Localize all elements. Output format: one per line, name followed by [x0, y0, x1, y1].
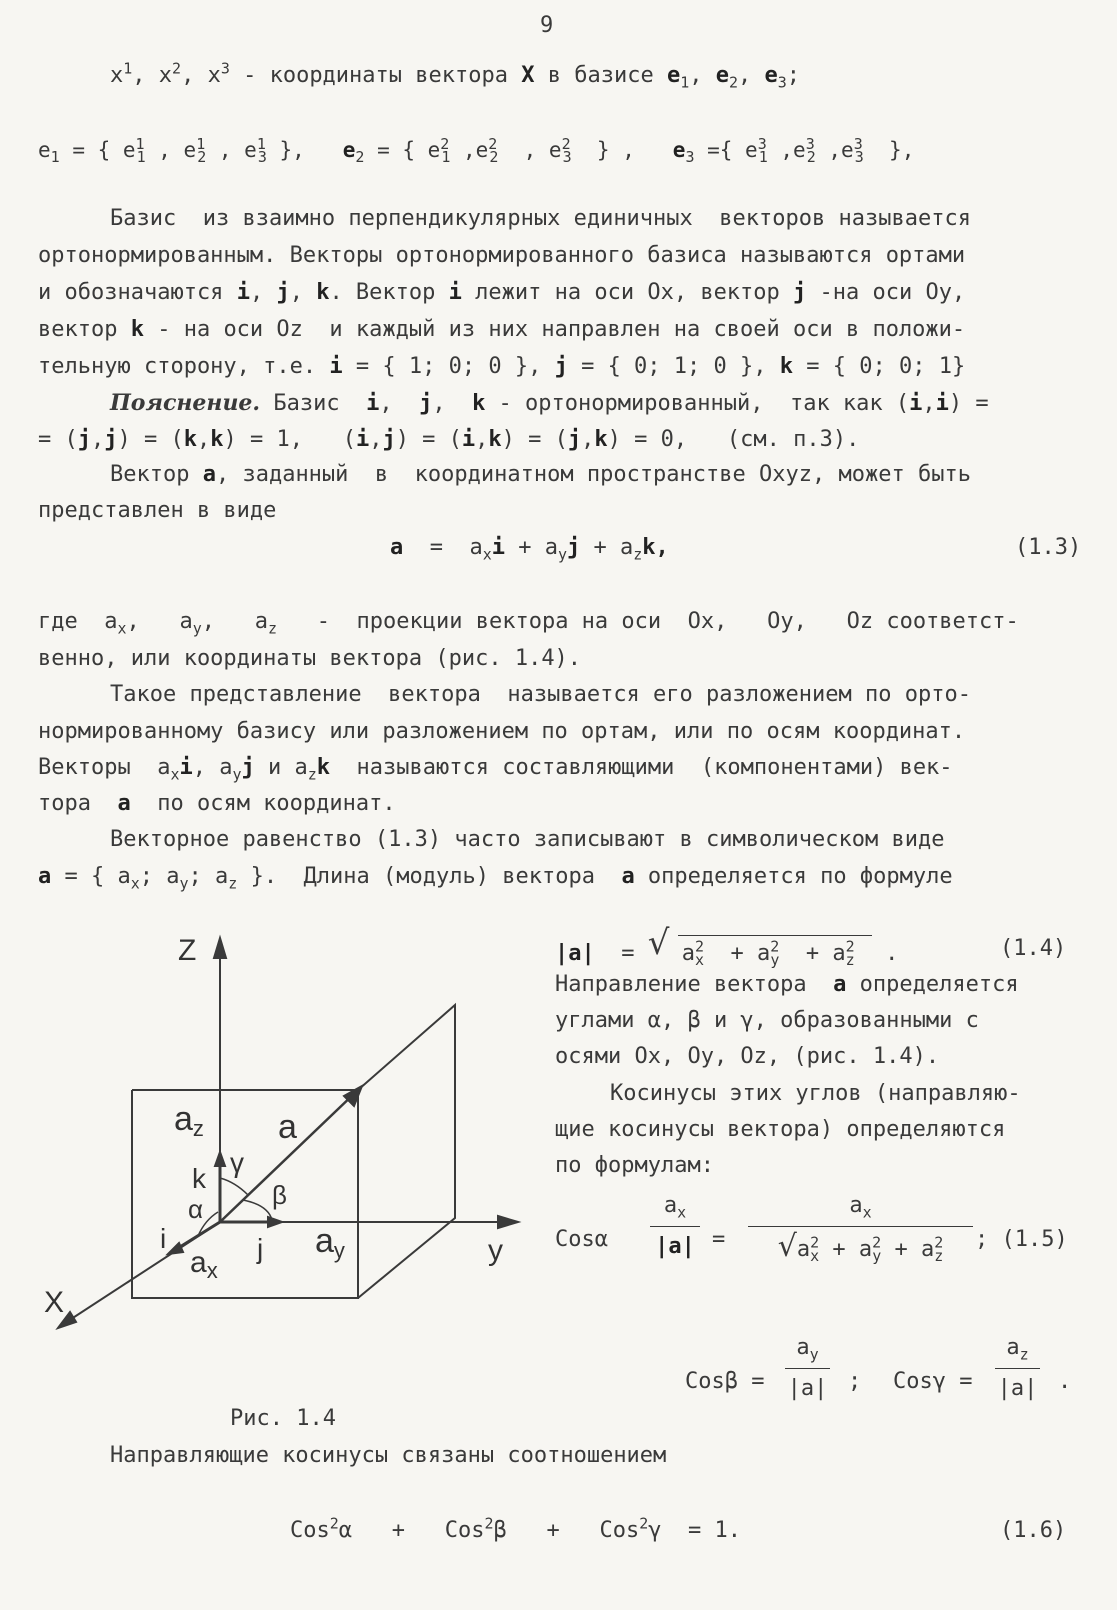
equation-1-6: Cos$^2$α + Cos$^2$β + Cos$^2$γ = 1.	[290, 1514, 741, 1543]
para2-line2: представлен в виде	[38, 498, 277, 523]
para5-line1: Векторное равенство (1.3) часто записывают в символическом виде	[110, 827, 945, 852]
para1-line1: Базис из взаимно перпендикулярных единичных векторов называется	[110, 206, 971, 231]
label-beta: β	[272, 1180, 287, 1210]
right-text-line1: Направление вектора a определяется	[555, 972, 1019, 997]
box-top-back	[132, 1005, 245, 1090]
label-alpha: α	[188, 1194, 204, 1224]
label-z: Z	[178, 934, 197, 967]
label-ay: ay	[315, 1222, 345, 1263]
para3-line2: венно, или координаты вектора (рис. 1.4).	[38, 646, 582, 671]
para4-line4: тора a по осям координат.	[38, 791, 396, 816]
equation-1-5-lhs: Cosα	[555, 1227, 608, 1252]
para5-line2: a = { $a_x$; $a_y$; $a_z$ }. Длина (модуль) вектора a определяется по формуле	[38, 864, 953, 893]
equation-1-5-number: ; (1.5)	[975, 1227, 1068, 1252]
figure-1-4	[40, 920, 560, 1340]
label-i: i	[160, 1223, 167, 1254]
label-gamma: γ	[230, 1147, 244, 1178]
para6: Направляющие косинусы связаны соотношением	[110, 1443, 667, 1468]
figure-caption: Рис. 1.4	[230, 1406, 336, 1431]
label-az: az	[174, 1100, 204, 1141]
para4-line2: нормированному базису или разложением по ортам, или по осям координат.	[38, 719, 966, 744]
note-line1: Пояснение. Базис i, j, k - ортонормированный, так как (i,i) =	[110, 390, 989, 416]
equation-1-4-number: (1.4)	[1000, 936, 1067, 961]
page-number: 9	[540, 13, 554, 38]
para4-line3: Векторы $a_xi$, $a_yj$ и $a_zk$ называются составляющими (компонентами) век-	[38, 755, 953, 784]
label-y: y	[488, 1234, 503, 1267]
semicolon: ;	[848, 1369, 862, 1394]
equation-1-3-number: (1.3)	[1015, 535, 1082, 560]
right-text-line6: по формулам:	[555, 1153, 714, 1178]
note-line2: = (j,j) = (k,k) = 1, (i,j) = (i,k) = (j,k) = 0, (см. п.3).	[38, 427, 860, 452]
gamma-arc	[220, 1178, 248, 1195]
para4-line1: Такое представление вектора называется его разложением по орто-	[110, 682, 971, 707]
label-x: X	[44, 1286, 65, 1319]
fraction-az-over-mod-a: $a_z$ |a|	[995, 1334, 1040, 1403]
para1-line3: и обозначаются i, j, k. Вектор i лежит на оси Ox, вектор j -на оси Oy,	[38, 280, 966, 305]
cos-beta-label: Cosβ =	[685, 1369, 765, 1394]
fraction-ax-over-mod-a: $a_x$ |a|	[650, 1192, 700, 1261]
right-text-line2: углами α, β и γ, образованными с	[555, 1008, 979, 1033]
right-text-line4: Косинусы этих углов (направляю-	[610, 1081, 1021, 1106]
para1-line4: вектор k - на оси Oz и каждый из них направлен на своей оси в положи-	[38, 317, 966, 342]
fraction-ax-over-sqrt: $a_x$ $√a^2_x + a^2_y + a^2_z$	[748, 1192, 973, 1264]
cos-gamma-label: Cosγ =	[893, 1369, 973, 1394]
basis-definitions: $e_1$ = { $e^1_1$ , $e^1_2$ , $e^1_3$ }, $e_2$ = { $e^2_1$ $,e^2_2$ , $e^2_3$ } , $e_3$ ={ $e^3_1$ $,e^3_2$ $,e^3_3$ },	[38, 135, 915, 167]
box-depth	[358, 1005, 455, 1298]
equation-1-4: |a| = √ $a^2_x + a^2_y + a^2_z$ .	[555, 923, 899, 970]
equals-sign: =	[712, 1227, 726, 1252]
coordinates-line: $x^1$, $x^2$, $x^3$ - координаты вектора X в базисе $e_1$, $e_2$, $e_3$;	[110, 59, 801, 92]
label-k: k	[192, 1163, 206, 1194]
para1-line2: ортонормированным. Векторы ортонормированного базиса называются ортами	[38, 243, 966, 268]
label-ax: $a_x$	[190, 1246, 218, 1283]
label-j: j	[257, 1233, 264, 1264]
para1-line5: тельную сторону, т.е. i = { 1; 0; 0 }, j = { 0; 1; 0 }, k = { 0; 0; 1}	[38, 354, 966, 379]
para2-line1: Вектор a, заданный в координатном пространстве Oxyz, может быть	[110, 462, 971, 487]
equation-1-6-number: (1.6)	[1000, 1518, 1067, 1543]
period: .	[1058, 1369, 1072, 1394]
right-text-line5: щие косинусы вектора) определяются	[555, 1117, 1006, 1142]
equation-1-3: $a = a_xi + a_yj + a_zk$,	[390, 535, 669, 564]
label-a: a	[278, 1108, 297, 1146]
fraction-ay-over-mod-a: $a_y$ |a|	[785, 1334, 830, 1403]
para3-line1: где $a_x$, $a_y$, $a_z$ - проекции вектора на оси Ox, Oy, Oz соответст-	[38, 609, 1019, 638]
right-text-line3: осями Ox, Oy, Oz, (рис. 1.4).	[555, 1044, 940, 1069]
